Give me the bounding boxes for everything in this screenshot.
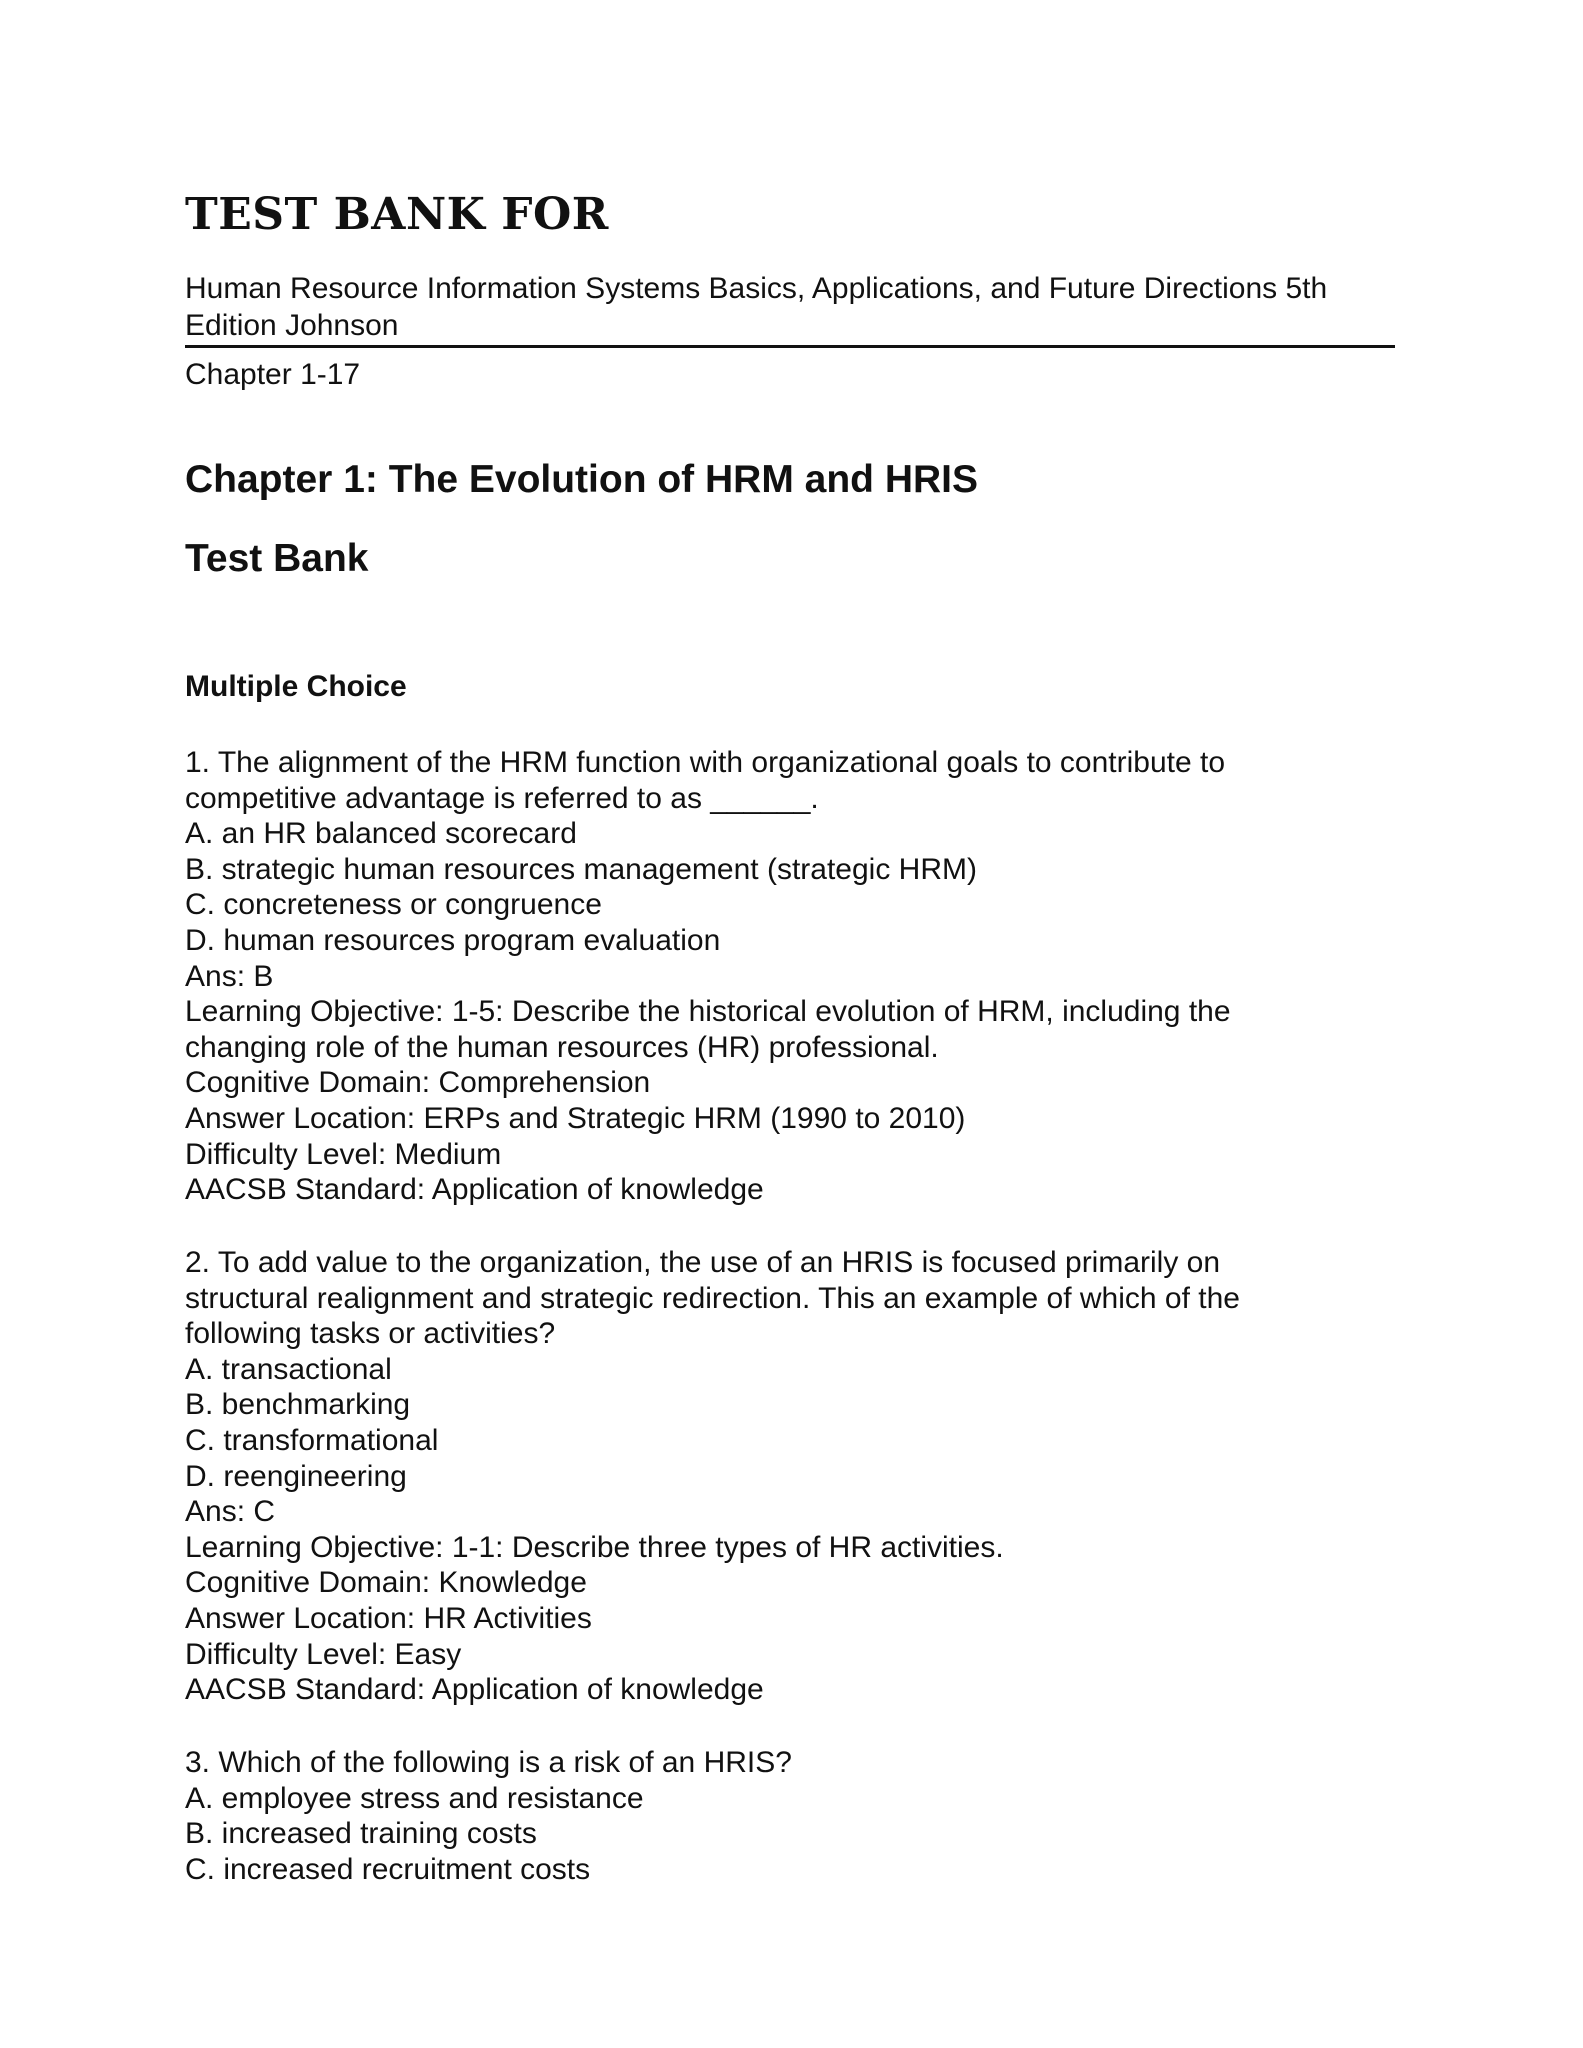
option-d: D. reengineering	[185, 1459, 407, 1493]
option-c: C. increased recruitment costs	[185, 1852, 591, 1886]
question-stem: 3. Which of the following is a risk of an HRIS?	[185, 1746, 792, 1779]
learning-objective: changing role of the human resources (HR) professional.	[185, 1030, 939, 1064]
option-b: B. strategic human resources management (strategic HRM)	[185, 852, 977, 886]
cognitive-domain: Cognitive Domain: Knowledge	[185, 1566, 587, 1600]
option-a: A. an HR balanced scorecard	[185, 817, 577, 851]
cognitive-domain: Cognitive Domain: Comprehension	[185, 1066, 651, 1100]
learning-objective: Learning Objective: 1-1: Describe three types of HR activities.	[185, 1530, 1004, 1564]
answer-location: Answer Location: HR Activities	[185, 1601, 592, 1635]
title-divider	[185, 345, 1395, 348]
question-stem: 2. To add value to the organization, the use of an HRIS is focused primarily on	[185, 1246, 1221, 1279]
book-title: Human Resource Information Systems Basics, Applications, and Future Directions 5th Edition Johnson	[185, 272, 1328, 342]
option-c: C. concreteness or congruence	[185, 888, 602, 922]
banner-title: TEST BANK FOR	[185, 189, 609, 240]
option-a: A. employee stress and resistance	[185, 1781, 644, 1815]
option-b: B. benchmarking	[185, 1388, 411, 1422]
question-2	[185, 1245, 1385, 1708]
question-stem: structural realignment and strategic redirection. This an example of which of the	[185, 1281, 1240, 1315]
option-d: D. human resources program evaluation	[185, 923, 721, 957]
chapter-heading: Chapter 1: The Evolution of HRM and HRIS	[185, 458, 979, 501]
answer-location: Answer Location: ERPs and Strategic HRM (1990 to 2010)	[185, 1101, 966, 1135]
question-stem: following tasks or activities?	[185, 1317, 556, 1351]
option-a: A. transactional	[185, 1352, 392, 1386]
difficulty-level: Difficulty Level: Medium	[185, 1137, 502, 1171]
aacsb-standard: AACSB Standard: Application of knowledge	[185, 1173, 764, 1207]
difficulty-level: Difficulty Level: Easy	[185, 1637, 462, 1671]
test-bank-heading: Test Bank	[185, 537, 369, 580]
question-stem: 1. The alignment of the HRM function with organizational goals to contribute to	[185, 746, 1226, 779]
question-stem: competitive advantage is referred to as ______.	[185, 781, 819, 815]
answer: Ans: C	[185, 1495, 276, 1529]
answer: Ans: B	[185, 959, 274, 993]
section-heading: Multiple Choice	[185, 670, 407, 703]
aacsb-standard: AACSB Standard: Application of knowledge	[185, 1673, 764, 1707]
chapter-range: Chapter 1-17	[185, 358, 361, 391]
question-1	[185, 745, 1385, 1208]
question-3	[185, 1745, 1385, 1887]
option-b: B. increased training costs	[185, 1817, 537, 1851]
option-c: C. transformational	[185, 1423, 439, 1457]
learning-objective: Learning Objective: 1-5: Describe the historical evolution of HRM, including the	[185, 995, 1231, 1029]
